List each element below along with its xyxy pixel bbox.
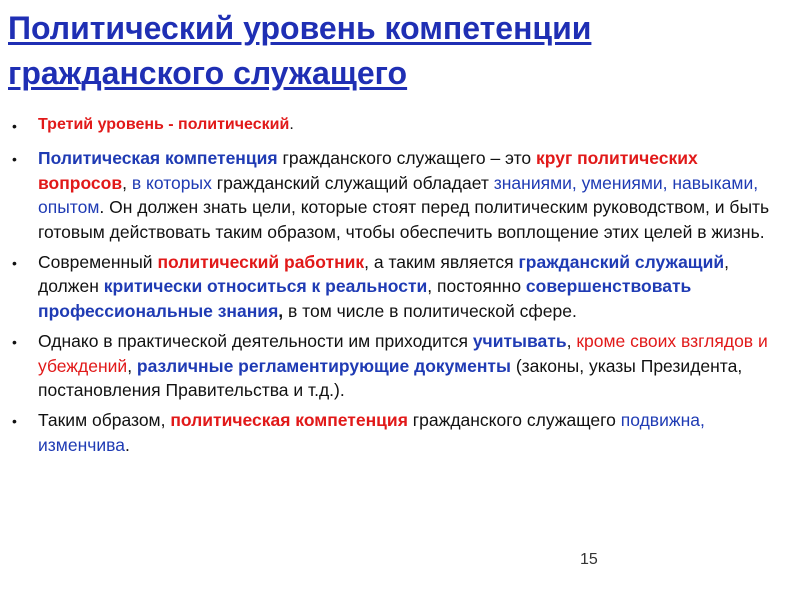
bullet-dot-icon: • [12, 334, 17, 351]
bullet-dot-icon: • [12, 151, 17, 168]
bullet-text-segment: политическая компетенция [170, 410, 408, 431]
bullet-text-segment: подвижна, изменчива [38, 410, 705, 455]
bullet-text-segment: совершенствовать профессиональные знания [38, 276, 692, 321]
bullet-text-segment: , а таким является [364, 252, 519, 273]
bullet-text-segment: , должен [38, 252, 729, 297]
bullet-text-segment: . [124, 434, 130, 455]
slide-title [8, 6, 788, 96]
bullet-item [10, 250, 790, 323]
bullet-text-segment: гражданский служащий обладает [211, 172, 494, 193]
bullet-item [10, 146, 790, 244]
bullet-dot-icon: • [12, 118, 17, 134]
bullet-item [10, 408, 790, 457]
bullet-text-segment: . [289, 116, 294, 133]
bullet-list [10, 113, 790, 463]
bullet-text-segment: гражданского служащего – это [277, 148, 536, 169]
bullet-text-segment: политический работник [157, 252, 365, 273]
bullet-text-segment: Однако в практической деятельности им приходится [38, 331, 473, 352]
bullet-text-segment: в которых [131, 172, 212, 193]
page-number: 15 [580, 551, 598, 568]
bullet-text-segment: Третий уровень - политический [38, 116, 290, 133]
bullet-dot-icon: • [12, 255, 17, 272]
bullet-text-segment: гражданский служащий [518, 252, 725, 273]
bullet-text-segment: , [566, 331, 577, 352]
title-line-2: гражданского служащего [8, 55, 408, 91]
bullet-text-segment: гражданского служащего [407, 410, 621, 431]
bullet-text-segment: , [278, 300, 284, 321]
bullet-text-segment: (законы, указы Президента, постановления Правительства и т.д.). [38, 355, 743, 401]
bullet-text-segment: Таким образом, [38, 410, 171, 431]
bullet-text-segment: круг политических вопросов [38, 148, 698, 193]
bullet-text-segment: кроме своих взглядов и убеждений [38, 331, 768, 376]
bullet-text-segment: Политическая компетенция [38, 148, 278, 169]
bullet-text-segment: Современный [38, 252, 158, 273]
bullet-text-segment: знаниями, умениями, навыками, опытом [38, 172, 759, 218]
bullet-item [10, 329, 790, 402]
bullet-item [10, 113, 790, 137]
bullet-text-segment: в том числе в политической сфере. [283, 300, 577, 321]
bullet-dot-icon: • [12, 413, 17, 430]
bullet-text-segment: критически относиться к реальности [103, 276, 428, 297]
bullet-text-segment: , постоянно [427, 276, 526, 297]
bullet-text-segment: учитывать [472, 331, 567, 352]
title-line-1: Политический уровень компетенции [8, 10, 592, 46]
bullet-text-segment: . Он должен знать цели, которые стоят перед политическим руководством, и быть готовым действовать таким образом, чтобы обеспечить воплощение этих целей в жизнь. [38, 197, 770, 242]
bullet-text-segment: , [122, 172, 132, 193]
bullet-text-segment: различные регламентирующие документы [136, 355, 511, 376]
bullet-text-segment: , [127, 355, 137, 376]
